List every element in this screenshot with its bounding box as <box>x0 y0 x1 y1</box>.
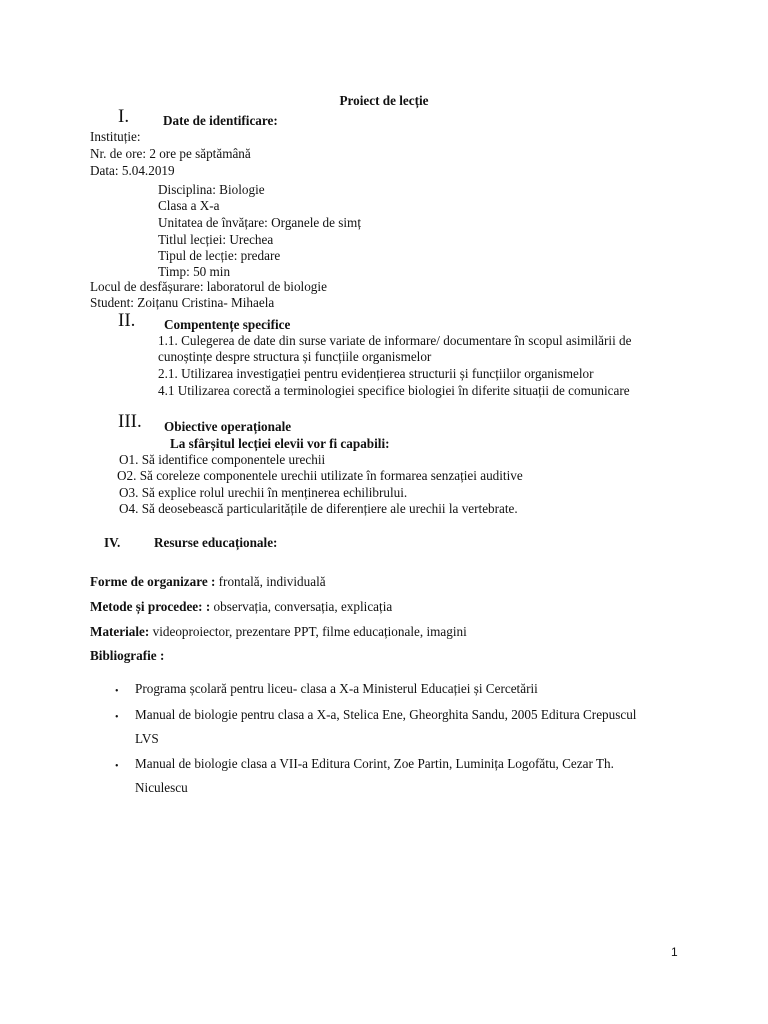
competence-item: 4.1 Utilizarea corectă a terminologiei specifice biologiei în diferite situații de comunicare <box>158 383 630 398</box>
section-3-numeral: III. <box>118 411 142 432</box>
methods-value: observația, conversația, explicația <box>210 599 393 614</box>
methods-line <box>90 599 392 615</box>
discipline-line: Disciplina: Biologie <box>158 182 265 197</box>
location-line: Locul de desfășurare: laboratorul de biologie <box>90 279 327 294</box>
bibliography-item: Manual de biologie pentru clasa a X-a, Stelica Ene, Gheorghita Sandu, 2005 Editura Crepuscul <box>135 707 637 722</box>
section-2-heading: Compentențe specifice <box>164 317 291 332</box>
lesson-title-line: Titlul lecției: Urechea <box>158 232 274 247</box>
section-2-numeral: II. <box>118 310 136 331</box>
competence-item: 2.1. Utilizarea investigației pentru evidențierea structurii și funcțiilor organismelor <box>158 366 594 381</box>
objective-item: O3. Să explice rolul urechii în menținerea echilibrului. <box>119 485 408 500</box>
objective-item: O4. Să deosebească particularitățile de diferențiere ale urechii la vertebrate. <box>119 501 518 516</box>
bullet-icon: • <box>115 761 119 772</box>
time-line: Timp: 50 min <box>158 264 231 279</box>
lesson-type-line: Tipul de lecție: predare <box>158 248 281 263</box>
bibliography-item-continuation: Niculescu <box>135 780 188 795</box>
bibliography-item-continuation: LVS <box>135 731 159 746</box>
student-line: Student: Zoițanu Cristina- Mihaela <box>90 295 275 310</box>
section-3-subheading: La sfârșitul lecției elevii vor fi capabili: <box>170 436 390 451</box>
hours-line: Nr. de ore: 2 ore pe săptămână <box>90 146 251 161</box>
competence-item: 1.1. Culegerea de date din surse variate de informare/ documentare în scopul asimilării de <box>158 333 632 348</box>
page-title: Proiect de lecție <box>339 93 429 108</box>
learning-unit-line: Unitatea de învățare: Organele de simț <box>158 215 361 230</box>
section-1-heading: Date de identificare: <box>163 113 278 128</box>
section-3-heading: Obiective operaționale <box>164 419 292 434</box>
bullet-icon: • <box>115 712 119 723</box>
materials-label: Materiale: <box>90 624 150 639</box>
class-line: Clasa a X-a <box>158 198 220 213</box>
bibliography-label: Bibliografie : <box>90 648 165 663</box>
objective-item: O1. Să identifice componentele urechii <box>119 452 326 467</box>
organization-forms-line <box>90 574 326 590</box>
bibliography-item: Programa școlară pentru liceu- clasa a X-a Ministerul Educației și Cercetării <box>135 681 538 696</box>
section-4-numeral: IV. <box>104 535 121 550</box>
competence-item: cunoștințe despre structura și funcțiile organismelor <box>158 349 432 364</box>
objective-item: O2. Să coreleze componentele urechii utilizate în formarea senzației auditive <box>117 468 523 483</box>
organization-forms-value: frontală, individuală <box>215 574 326 589</box>
organization-forms-label: Forme de organizare : <box>90 574 216 589</box>
section-1-numeral: I. <box>118 106 130 127</box>
materials-line <box>90 624 467 640</box>
date-line: Data: 5.04.2019 <box>90 163 175 178</box>
institution-line: Instituție: <box>90 129 141 144</box>
methods-label: Metode și procedee: : <box>90 599 211 614</box>
bullet-icon: • <box>115 686 119 697</box>
bibliography-item: Manual de biologie clasa a VII-a Editura Corint, Zoe Partin, Luminița Logofătu, Cezar Th. <box>135 756 614 771</box>
page-number: 1 <box>671 945 678 959</box>
materials-value: videoproiector, prezentare PPT, filme educaționale, imagini <box>149 624 467 639</box>
section-4-heading: Resurse educaționale: <box>154 535 278 550</box>
